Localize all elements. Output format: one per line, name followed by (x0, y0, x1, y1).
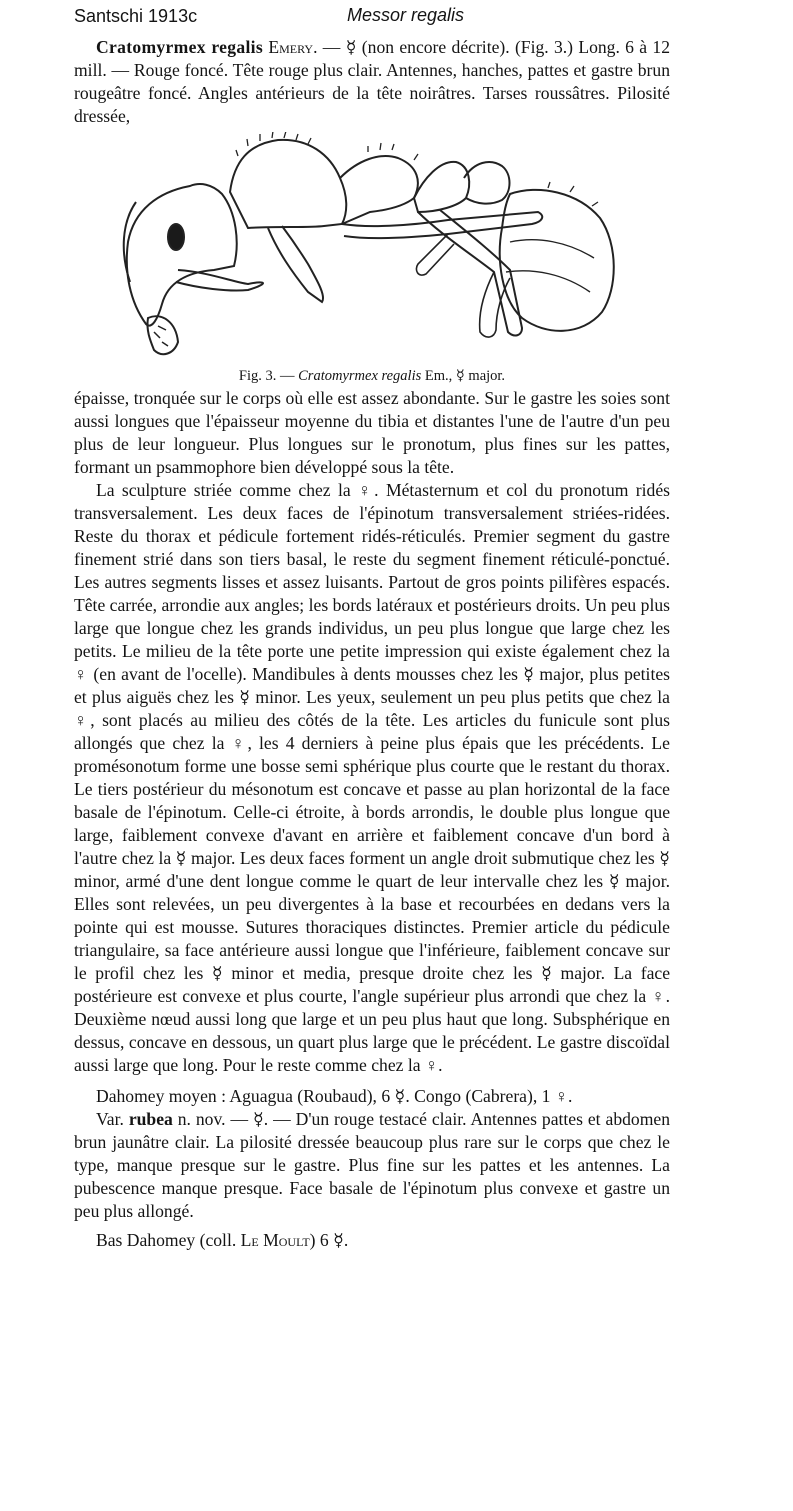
ant-head-margin (124, 202, 136, 282)
ant-eye (168, 224, 184, 250)
intro-text: — ☿ (non encore décrite). (Fig. 3.) Long. 6 à 12 mill. — Rouge foncé. Tête rouge plus clair. Antennes, hanches, pattes et gastre brun rougeâtre foncé. Angles antérieurs de la tête noirâtres. Tarses roussâtres. Pilosité dressée, (74, 37, 670, 126)
ant-postpetiole (464, 162, 510, 204)
ant-figure (118, 132, 618, 360)
variety-prefix: Var. (96, 1109, 124, 1129)
ant-leg-hind (418, 210, 522, 335)
figure-caption (74, 368, 670, 385)
paragraph-sculpture: La sculpture striée comme chez la ♀. Métasternum et col du pronotum ridés transversalement. Les deux faces de l'épinotum transversalement striées-ridées. Reste du thorax et pédicule fortement ridés-réticulés. Premier segment du gastre finement strié dans son tiers basal, le reste du segment finement réticulé-ponctué. Les autres segments lisses et assez luisants. Partout de gros points pilifères espacés. Tête carrée, arrondie aux angles; les bords latéraux et postérieurs droits. Un peu plus large que longue chez les grands individus, un peu plus longue que large chez les petits. Le milieu de la tête porte une petite impression qui existe également chez la ♀ (en avant de l'ocelle). Mandibules à dents mousses chez les ☿ major, plus petites et plus aiguës chez les ☿ minor. Les yeux, seulement un peu plus petits que chez la ♀, sont placés au milieu des côtés de la tête. Les articles du funicule sont plus allongés que chez la ♀, les 4 derniers à peine plus épais que les précédents. Le promésonotum forme une bosse semi sphérique plus courte que le restant du thorax. Le tiers postérieur du mésonotum est concave et passe au plan horizontal de la face basale de l'épinotum. Celle-ci étroite, à bords arrondis, le double plus longue que large, faiblement convexe d'avant en arrière et faiblement concave d'un bord à l'autre chez la ☿ major. Les deux faces forment un angle droit submutique chez les ☿ minor, armé d'une dent longue comme le quart de leur intervalle chez les ☿ major. Elles sont relevées, un peu divergentes à la base et recourbées en dedans vers la pointe qui est mousse. Sutures thoraciques distinctes. Premier article du pédicule triangulaire, sa face antérieure aussi longue que l'inférieure, faiblement concave sur le profil chez les ☿ minor et media, presque droite chez les ☿ major. La face postérieure est convexe et plus courte, l'angle supérieur plus arrondi que chez la ♀. Deuxième nœud aussi long que large et un peu plus haut que long. Subsphérique en dessus, concave en dessous, un quart plus large que le précédent. Le gastre discoïdal aussi large que long. Pour le reste comme chez la ♀. (74, 480, 670, 1075)
ant-thorax (230, 140, 346, 228)
ant-gaster (500, 190, 614, 331)
paragraph-pilosity: épaisse, tronquée sur le corps où elle est assez abondante. Sur le gastre les soies sont aussi longues que l'épaisseur moyenne du tibia et distantes l'une de l'autre d'un peu plus de leur longueur. Plus longues sur le pronotum, plus fines sur les pattes, formant un psammophore bien développé sous la tête. (74, 388, 670, 477)
intro-paragraph (74, 36, 670, 128)
paragraph-localities: Dahomey moyen : Aguagua (Roubaud), 6 ☿. Congo (Cabrera), 1 ♀. (96, 1086, 573, 1106)
ant-petiole (414, 162, 469, 212)
locality-collector: Le Moult (240, 1230, 310, 1250)
ant-head (127, 184, 237, 326)
figure-taxon: Cratomyrmex regalis (298, 368, 422, 384)
locality-prefix: Bas Dahomey (coll. (96, 1230, 237, 1250)
paragraph-variety (74, 1108, 670, 1223)
ant-antenna (176, 270, 263, 291)
variety-description: n. nov. — ☿. — D'un rouge testacé clair. Antennes pattes et abdomen brun jaunâtre clair. La pilosité dressée beaucoup plus rare sur le corps que chez le type, manque presque sur le gastre. Plus fine sur les pattes et les antennes. La pubescence manque presque. Face basale de l'épinotum plus convexe et gastre un peu plus allongé. (74, 1109, 670, 1221)
locality-suffix: ) 6 ☿. (309, 1230, 349, 1250)
body-text (74, 387, 670, 1252)
species-author: Emery. (268, 37, 318, 57)
ant-mandible (147, 316, 178, 354)
paragraph-locality-variety (74, 1229, 670, 1252)
figure-label: Fig. 3. — (238, 368, 295, 384)
figure-suffix: Em., ☿ major. (424, 368, 506, 384)
ant-leg-mid (342, 212, 542, 238)
species-name: Cratomyrmex regalis (96, 37, 264, 57)
variety-name: rubea (128, 1109, 173, 1129)
citation-header: Santschi 1913c (74, 6, 198, 26)
ant-leg-front (268, 226, 323, 302)
ant-propodeum (340, 156, 418, 224)
species-header: Messor regalis (347, 5, 465, 25)
